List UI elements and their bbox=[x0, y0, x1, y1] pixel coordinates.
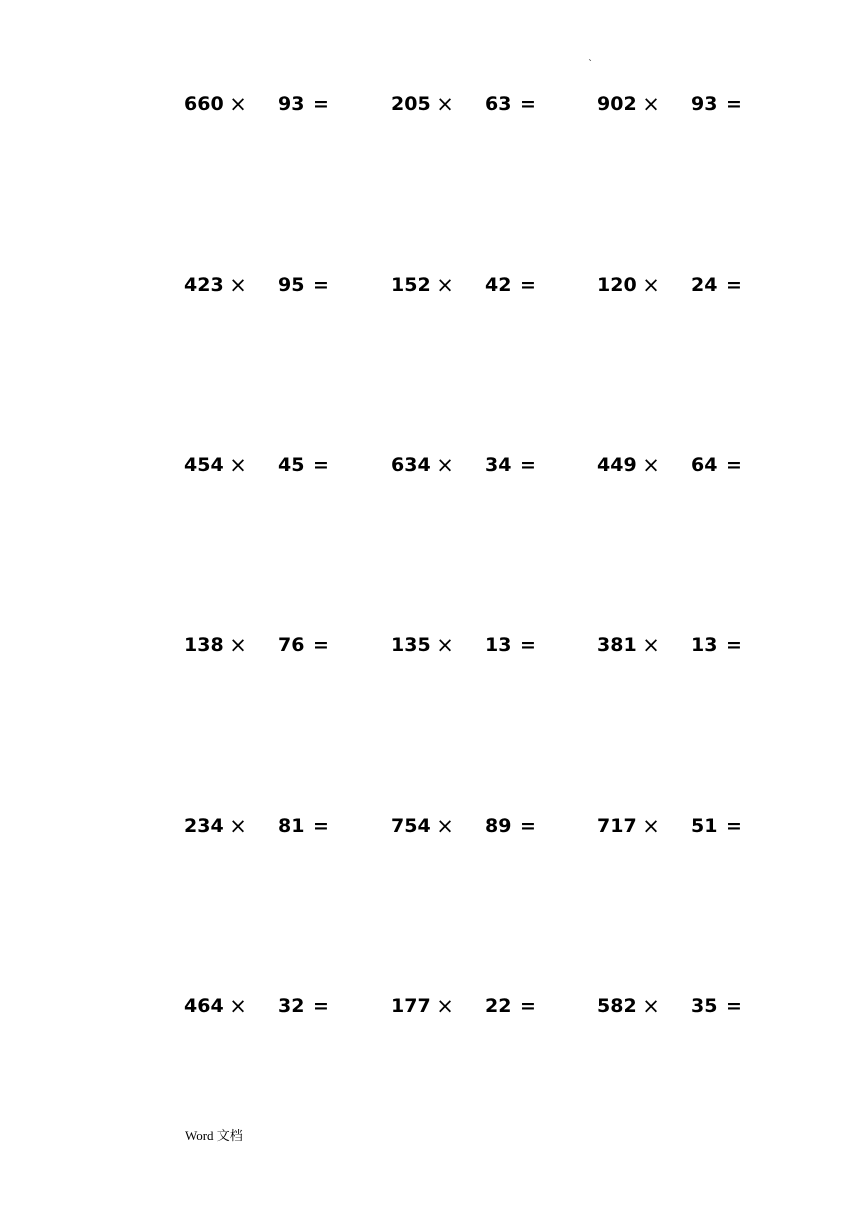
operand-a: 152 bbox=[391, 274, 431, 296]
equals-sign: = bbox=[726, 454, 742, 476]
multiply-sign: × bbox=[436, 273, 454, 297]
multiply-sign: × bbox=[229, 633, 247, 657]
operand-a: 234 bbox=[184, 815, 224, 837]
operand-b: 32 bbox=[278, 995, 305, 1017]
equals-sign: = bbox=[726, 815, 742, 837]
operand-a: 902 bbox=[597, 93, 637, 115]
operand-a: 660 bbox=[184, 93, 224, 115]
operand-b: 24 bbox=[691, 274, 718, 296]
operand-b: 13 bbox=[485, 634, 512, 656]
multiply-sign: × bbox=[642, 814, 660, 838]
operand-a: 135 bbox=[391, 634, 431, 656]
operand-a: 120 bbox=[597, 274, 637, 296]
equals-sign: = bbox=[520, 274, 536, 296]
equals-sign: = bbox=[726, 634, 742, 656]
equals-sign: = bbox=[313, 995, 329, 1017]
operand-b: 22 bbox=[485, 995, 512, 1017]
page-footer: Word 文档 bbox=[185, 1128, 243, 1143]
operand-b: 64 bbox=[691, 454, 718, 476]
multiply-sign: × bbox=[436, 994, 454, 1018]
operand-a: 381 bbox=[597, 634, 637, 656]
equals-sign: = bbox=[313, 815, 329, 837]
equals-sign: = bbox=[726, 274, 742, 296]
operand-a: 454 bbox=[184, 454, 224, 476]
operand-b: 76 bbox=[278, 634, 305, 656]
equals-sign: = bbox=[313, 93, 329, 115]
equals-sign: = bbox=[520, 454, 536, 476]
multiply-sign: × bbox=[642, 92, 660, 116]
equals-sign: = bbox=[520, 815, 536, 837]
multiply-sign: × bbox=[436, 633, 454, 657]
multiply-sign: × bbox=[229, 453, 247, 477]
multiply-sign: × bbox=[436, 814, 454, 838]
operand-b: 89 bbox=[485, 815, 512, 837]
operand-b: 93 bbox=[278, 93, 305, 115]
operand-a: 754 bbox=[391, 815, 431, 837]
operand-a: 717 bbox=[597, 815, 637, 837]
multiply-sign: × bbox=[642, 994, 660, 1018]
operand-a: 449 bbox=[597, 454, 637, 476]
operand-a: 464 bbox=[184, 995, 224, 1017]
operand-a: 177 bbox=[391, 995, 431, 1017]
multiply-sign: × bbox=[229, 994, 247, 1018]
operand-b: 51 bbox=[691, 815, 718, 837]
operand-a: 634 bbox=[391, 454, 431, 476]
multiply-sign: × bbox=[436, 92, 454, 116]
multiply-sign: × bbox=[229, 273, 247, 297]
equals-sign: = bbox=[726, 93, 742, 115]
operand-b: 81 bbox=[278, 815, 305, 837]
equals-sign: = bbox=[520, 634, 536, 656]
operand-b: 35 bbox=[691, 995, 718, 1017]
operand-b: 34 bbox=[485, 454, 512, 476]
operand-a: 423 bbox=[184, 274, 224, 296]
equals-sign: = bbox=[313, 454, 329, 476]
operand-b: 93 bbox=[691, 93, 718, 115]
operand-b: 45 bbox=[278, 454, 305, 476]
operand-a: 582 bbox=[597, 995, 637, 1017]
stray-mark: ` bbox=[588, 59, 593, 70]
equals-sign: = bbox=[313, 274, 329, 296]
operand-a: 138 bbox=[184, 634, 224, 656]
operand-b: 13 bbox=[691, 634, 718, 656]
operand-a: 205 bbox=[391, 93, 431, 115]
operand-b: 42 bbox=[485, 274, 512, 296]
operand-b: 95 bbox=[278, 274, 305, 296]
equals-sign: = bbox=[726, 995, 742, 1017]
equals-sign: = bbox=[313, 634, 329, 656]
multiply-sign: × bbox=[642, 273, 660, 297]
equals-sign: = bbox=[520, 995, 536, 1017]
multiply-sign: × bbox=[229, 92, 247, 116]
multiply-sign: × bbox=[436, 453, 454, 477]
multiply-sign: × bbox=[642, 453, 660, 477]
equals-sign: = bbox=[520, 93, 536, 115]
multiply-sign: × bbox=[229, 814, 247, 838]
operand-b: 63 bbox=[485, 93, 512, 115]
multiply-sign: × bbox=[642, 633, 660, 657]
